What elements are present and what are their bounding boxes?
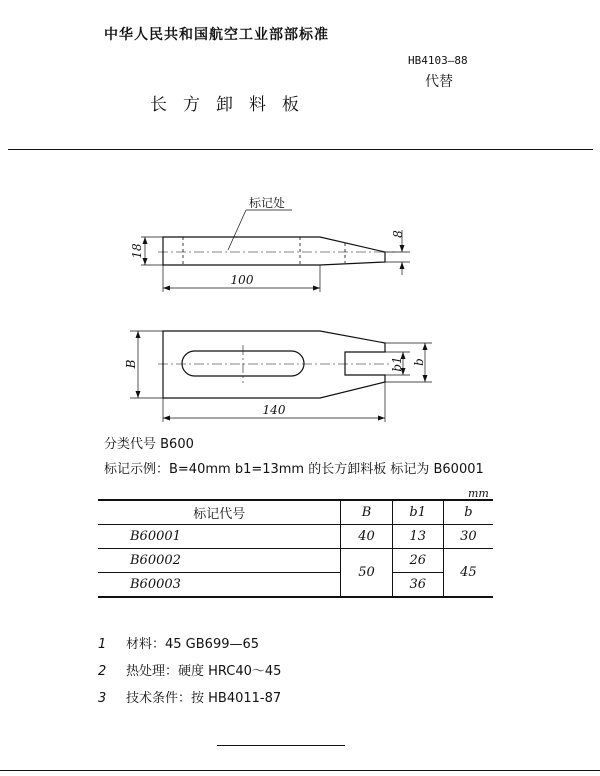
note-material [98, 633, 259, 652]
note-text: 技术条件：按 HB4011-87 [126, 691, 282, 706]
marking-example: 标记示例：B=40mm b1=13mm 的长方卸料板 标记为 B60001 [104, 462, 484, 477]
unit-label: mm [468, 487, 489, 500]
cell-b1: 13 [392, 525, 443, 549]
note-number: 2 [98, 664, 107, 679]
dim-b-right: 8 [391, 230, 405, 238]
cell-b1: 26 [392, 549, 443, 573]
table-row [98, 549, 493, 573]
header-b1: b1 [392, 500, 443, 525]
dim-length-plan: 140 [262, 403, 286, 417]
dim-B-label: B [124, 359, 138, 369]
note-tech-conditions [98, 687, 281, 706]
replaces-label: 代替 [425, 74, 453, 90]
page-title: 长方卸料板 [150, 95, 315, 115]
dim-length-side: 100 [230, 273, 254, 287]
footer-rule [0, 770, 600, 771]
note-text: 热处理：硬度 HRC40～45 [126, 664, 282, 679]
cell-B: 40 [341, 525, 392, 549]
end-rule [217, 745, 345, 746]
dim-height-side: 18 [130, 243, 144, 259]
header-B: B [341, 500, 392, 525]
header-b: b [443, 500, 493, 525]
cell-B: 50 [341, 549, 392, 598]
issuing-organization: 中华人民共和国航空工业部部标准 [104, 27, 329, 43]
cell-b: 30 [443, 525, 493, 549]
note-number: 1 [98, 637, 107, 652]
marking-label: 标记处 [249, 196, 286, 210]
note-heat-treatment [98, 660, 281, 679]
cell-code: B60003 [98, 573, 341, 598]
table-header-row [98, 500, 493, 525]
dim-b1-label: b1 [390, 356, 404, 372]
cell-b1: 36 [392, 573, 443, 598]
side-view-outline [163, 237, 385, 265]
cell-code: B60002 [98, 549, 341, 573]
note-number: 3 [98, 691, 107, 706]
classification-code: 分类代号 B600 [104, 437, 194, 452]
dim-b-label: b [412, 358, 426, 366]
cell-b: 45 [443, 549, 493, 598]
plan-view-outline [163, 331, 385, 398]
standard-number: HB4103—88 [408, 54, 468, 67]
header-code: 标记代号 [98, 500, 341, 525]
table-row [98, 573, 493, 598]
note-text: 材料：45 GB699—65 [126, 637, 260, 652]
spec-table [98, 499, 493, 598]
cell-code: B60001 [98, 525, 341, 549]
table-row [98, 525, 493, 549]
